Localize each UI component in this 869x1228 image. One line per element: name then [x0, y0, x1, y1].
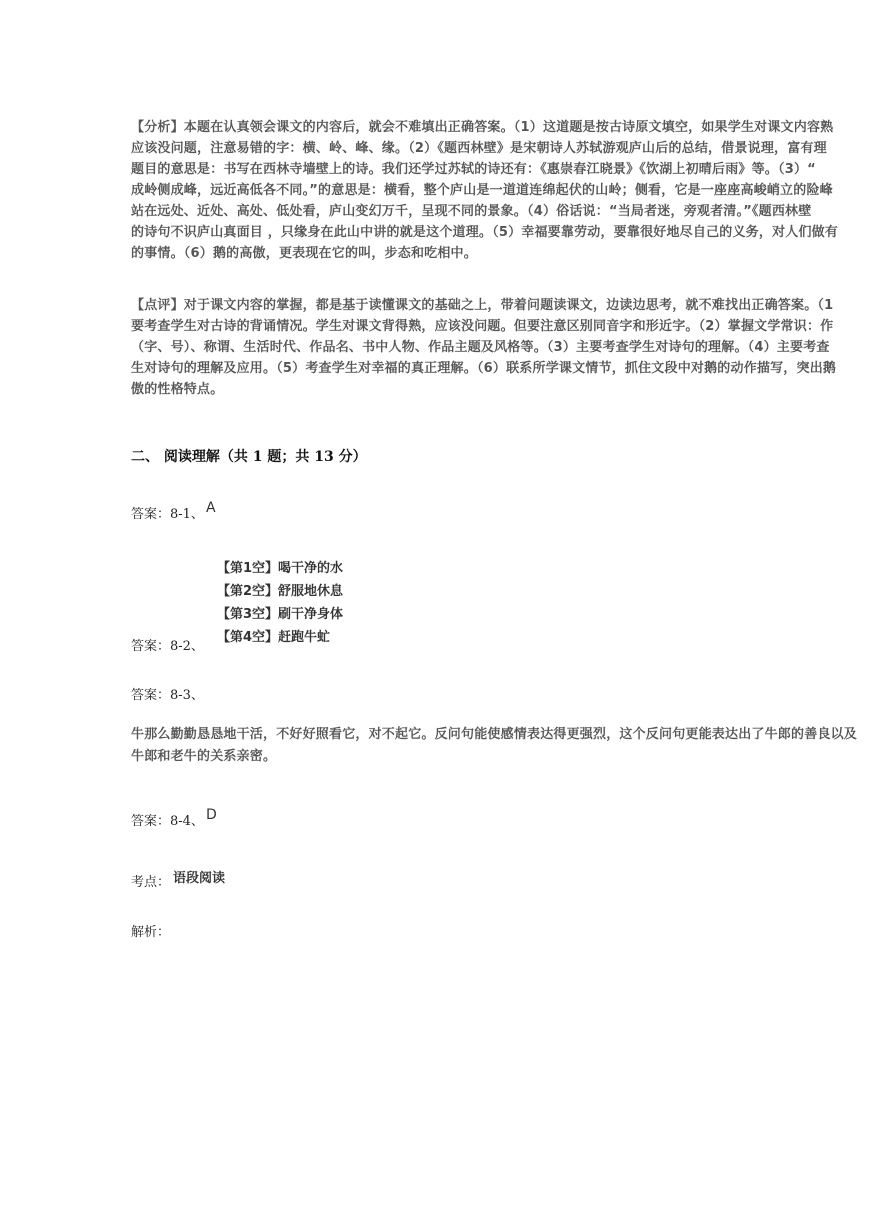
answer-line: 牛郎和老牛的关系亲密。 — [131, 749, 277, 764]
answer-label: 答案：8-1、 — [131, 507, 204, 522]
answer-label: 答案：8-4、 — [131, 814, 204, 829]
answer-line: 牛那么勤勤恳恳地干活，不好好照看它，对不起它。反问句能使感情表达得更强烈，这个反问句更能表达出了牛郎的善良以及 — [131, 727, 858, 742]
blank-item: 【第3空】刷干净身体 — [217, 607, 344, 622]
answer-8-1 — [131, 500, 216, 522]
comment-line: （字、号）、称谓、生活时代、作品名、书中人物、作品主题及风格等。（3）主要考查学生对诗句的理解。（4）主要考查 — [131, 340, 830, 355]
answer-label: 答案：8-2、 — [131, 639, 204, 654]
answer-value: D — [205, 807, 217, 823]
answer-8-3 — [131, 684, 204, 703]
jiexi — [131, 921, 170, 940]
kaodian-label: 考点： — [131, 875, 171, 890]
answer-8-2 — [131, 635, 204, 654]
analysis-line: 题目的意思是：书写在西林寺墙壁上的诗。我们还学过苏轼的诗还有：《惠崇春江晓景》《饮湖上初晴后雨》等。（3）“ — [131, 162, 816, 177]
analysis-line: 【分析】本题在认真领会课文的内容后，就会不难填出正确答案。（1）这道题是按古诗原文填空，如果学生对课文内容熟 — [131, 120, 834, 135]
blank-item: 【第1空】喝干净的水 — [217, 561, 344, 576]
answer-8-3-text — [131, 724, 869, 768]
analysis-line: 的诗句不识庐山真面目 ，只缘身在此山中讲的就是这个道理。（5）幸福要靠劳动，要靠很好地尽自己的义务，对人们做有 — [131, 225, 839, 240]
comment-block — [131, 295, 869, 400]
analysis-line: 应该没问题，注意易错的字：横、岭、峰、缘。（2）《题西林壁》是宋朝诗人苏轼游观庐山后的总结，借景说理，富有理 — [131, 141, 827, 156]
comment-line: 傲的性格特点。 — [131, 382, 224, 397]
blank-item: 【第4空】赶跑牛虻 — [217, 630, 331, 645]
kaodian-value: 语段阅读 — [173, 871, 226, 886]
kaodian — [131, 871, 225, 890]
answer-8-2-blanks — [217, 557, 343, 649]
analysis-line: 成岭侧成峰，远近高低各不同。”的意思是：横看，整个庐山是一道道连绵起伏的山岭；侧看，它是一座座高峻峭立的险峰 — [131, 183, 833, 198]
comment-line: 要考查学生对古诗的背诵情况。学生对课文背得熟，应该没问题。但要注意区别同音字和形近字。（2）掌握文学常识：作 — [131, 319, 834, 334]
comment-line: 生对诗句的理解及应用。（5）考查学生对幸福的真正理解。（6）联系所学课文情节，抓住文段中对鹅的动作描写，突出鹅 — [131, 361, 837, 376]
analysis-line: 的事情。（6）鹅的高傲，更表现在它的叫，步态和吃相中。 — [131, 246, 477, 261]
analysis-line: 站在远处、近处、高处、低处看，庐山变幻万千，呈现不同的景象。（4）俗话说：“当局者迷，旁观者清。”《题西林壁 — [131, 204, 812, 219]
section-title: 二、 阅读理解（共 1 题；共 13 分） — [131, 449, 367, 465]
comment-line: 【点评】对于课文内容的掌握，都是基于读懂课文的基础之上，带着问题读课文，边读边思考，就不难找出正确答案。（1 — [131, 298, 834, 313]
answer-8-4 — [131, 807, 217, 829]
jiexi-label: 解析： — [131, 925, 171, 940]
blank-item: 【第2空】舒服地休息 — [217, 584, 344, 599]
answer-value: A — [205, 500, 216, 516]
answer-label: 答案：8-3、 — [131, 688, 204, 703]
analysis-block — [131, 117, 869, 264]
